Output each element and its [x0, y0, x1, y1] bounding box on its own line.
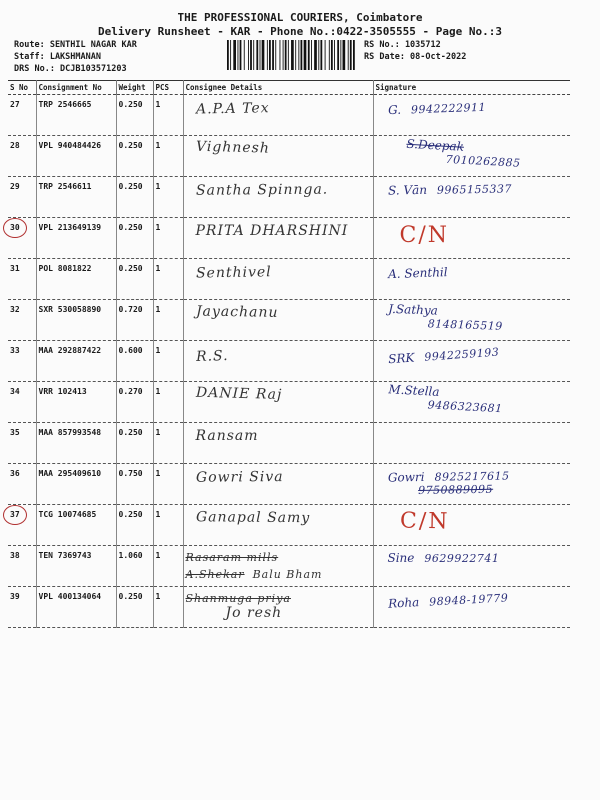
pcs-cell: 1 [153, 546, 183, 587]
table-row [8, 341, 570, 382]
drs-number: DRS No.: DCJB103571203 [14, 64, 127, 74]
sno-cell: 36 [8, 464, 36, 505]
signature-phone: 9486323681 [426, 398, 503, 416]
pcs-cell: 1 [153, 341, 183, 382]
weight-cell: 0.250 [116, 259, 153, 300]
pcs-cell: 1 [153, 423, 183, 464]
consignee-name: PRITA DHARSHINI [195, 223, 349, 239]
signature-cell [373, 300, 570, 341]
signature-text: C/N [399, 508, 450, 535]
signature-phone: 9629922741 [424, 552, 500, 565]
sno-cell: 35 [8, 423, 36, 464]
runsheet-table [8, 80, 570, 628]
consignee-name: Santha Spinnga. [195, 181, 328, 199]
consignee-name: DANIE Raj [195, 384, 283, 403]
sno-cell: 33 [8, 341, 36, 382]
weight-cell: 0.250 [116, 177, 153, 218]
signature [388, 551, 569, 565]
signature-text: S. Vān [387, 182, 427, 198]
struck-consignee-text: Shanmuga priya [185, 592, 291, 605]
pcs-cell: 1 [153, 259, 183, 300]
sno-cell: 28 [8, 136, 36, 177]
consignee-name-text: Balu Bham [252, 568, 323, 581]
signature-phone: 98948-19779 [428, 591, 509, 609]
signature [387, 97, 568, 117]
sno-cell: 31 [8, 259, 36, 300]
runsheet-subtitle: Delivery Runsheet - KAR - Phone No.:0422-3505555 - Page No.:3 [98, 25, 502, 38]
pcs-cell: 1 [153, 218, 183, 259]
consignee-name: Jayachanu [195, 303, 279, 321]
consignment-cell: SXR 530058890 [36, 300, 116, 341]
signature-phone: 9965155337 [436, 182, 512, 197]
table-row [8, 546, 570, 587]
weight-cell: 0.250 [116, 136, 153, 177]
consignment-cell: TRP 2546611 [36, 177, 116, 218]
sno-cell: 27 [8, 95, 36, 136]
table-row [8, 95, 570, 136]
consignee-cell [183, 464, 373, 505]
consignee-name: Jo resh [225, 605, 283, 621]
signature [387, 467, 568, 497]
staff-label: Staff: LAKSHMANAN [14, 52, 101, 62]
consignment-cell: MAA 295409610 [36, 464, 116, 505]
signature-text: SRK [387, 350, 415, 367]
consignee-cell [183, 136, 373, 177]
signature-phone: 9942259193 [423, 345, 500, 364]
consignee-cell [183, 341, 373, 382]
consignment-cell: MAA 857993548 [36, 423, 116, 464]
signature-cell [373, 341, 570, 382]
consignment-cell: TEN 7369743 [36, 546, 116, 587]
col-weight: Weight [116, 81, 153, 95]
signature-text: S.Deepak [405, 136, 464, 154]
weight-cell: 0.600 [116, 341, 153, 382]
signature-cell [373, 177, 570, 218]
col-consignee: Consignee Details [183, 81, 373, 95]
signature [387, 261, 568, 281]
signature-text: M.Stella [387, 382, 440, 399]
struck-consignee-text: Rasaram mills [185, 551, 279, 564]
table-header-row [8, 81, 570, 95]
signature-text: C/N [399, 223, 449, 248]
route-label: Route: SENTHIL NAGAR KAR [14, 40, 137, 50]
signature-cell [373, 464, 570, 505]
table-row [8, 587, 570, 628]
pcs-cell: 1 [153, 464, 183, 505]
signature [400, 223, 569, 248]
signature [387, 587, 568, 610]
table-row [8, 300, 570, 341]
consignee-name: Ganapal Samy [195, 509, 310, 527]
circle-mark [3, 505, 27, 525]
signature-cell [373, 546, 570, 587]
sno-cell: 34 [8, 382, 36, 423]
circle-mark [3, 218, 27, 238]
consignee-name: A.P.A Tex [195, 100, 270, 118]
col-sno: S No [8, 81, 36, 95]
weight-cell: 0.750 [116, 464, 153, 505]
pcs-cell: 1 [153, 587, 183, 628]
signature-text: J.Sathya [387, 301, 438, 318]
consignee-cell [183, 546, 373, 587]
signature-cell [373, 218, 570, 259]
signature-text: Gowri [387, 469, 425, 485]
consignee-cell [183, 177, 373, 218]
struck-consignee-text: A.Shekar [185, 568, 245, 581]
pcs-cell: 1 [153, 300, 183, 341]
rs-number: RS No.: 1035712 [364, 40, 441, 50]
table-row [8, 259, 570, 300]
signature-cell [373, 95, 570, 136]
sno-cell: 32 [8, 300, 36, 341]
signature [405, 137, 569, 172]
signature [387, 382, 569, 418]
consignee-cell [183, 505, 373, 546]
signature-text: Sine [387, 551, 415, 565]
pcs-cell: 1 [153, 136, 183, 177]
consignee-cell [183, 423, 373, 464]
consignee-cell [183, 95, 373, 136]
signature-cell [373, 505, 570, 546]
sno-cell: 30 [8, 218, 36, 259]
signature [387, 180, 568, 197]
signature-cell [373, 382, 570, 423]
signature [399, 509, 568, 537]
signature [387, 302, 568, 335]
table-row [8, 177, 570, 218]
signature-phone: 8925217615 [433, 469, 510, 484]
weight-cell: 0.250 [116, 218, 153, 259]
consignee-cell [183, 300, 373, 341]
weight-cell: 0.250 [116, 505, 153, 546]
pcs-cell: 1 [153, 177, 183, 218]
weight-cell: 0.270 [116, 382, 153, 423]
consignment-cell: TRP 2546665 [36, 95, 116, 136]
consignee-cell [183, 218, 373, 259]
weight-cell: 0.250 [116, 423, 153, 464]
consignment-cell: MAA 292887422 [36, 341, 116, 382]
weight-cell: 0.250 [116, 587, 153, 628]
sno-cell: 37 [8, 505, 36, 546]
pcs-cell: 1 [153, 382, 183, 423]
rs-date: RS Date: 08-Oct-2022 [364, 52, 467, 62]
consignee-cell [183, 587, 373, 628]
table-row [8, 423, 570, 464]
signature-phone: 9942222911 [410, 100, 486, 117]
signature [387, 340, 568, 367]
signature-cell [373, 259, 570, 300]
consignee-name: Senthivel [195, 264, 272, 282]
signature-cell [373, 587, 570, 628]
col-signature: Signature [373, 81, 570, 95]
sno-cell: 29 [8, 177, 36, 218]
consignee-name: Vighnesh [195, 138, 270, 157]
sno-cell: 39 [8, 587, 36, 628]
col-consignment: Consignment No [36, 81, 116, 95]
signature-text: A. Senthil [387, 265, 448, 282]
col-pcs: PCS [153, 81, 183, 95]
signature-text: Roha [387, 595, 420, 611]
table-row [8, 505, 570, 546]
consignment-cell: VPL 400134064 [36, 587, 116, 628]
consignee-name: R.S. [195, 347, 229, 366]
table-row [8, 136, 570, 177]
signature-phone: 8148165519 [427, 317, 503, 333]
consignee-cell [183, 382, 373, 423]
consignment-cell: VPL 213649139 [36, 218, 116, 259]
consignment-cell: POL 8081822 [36, 259, 116, 300]
consignee-name: Ransam [195, 428, 259, 444]
consignment-cell: VPL 940484426 [36, 136, 116, 177]
signature-phone: 7010262885 [444, 152, 521, 170]
weight-cell: 0.720 [116, 300, 153, 341]
signature-cell [373, 423, 570, 464]
consignment-cell: TCG 10074685 [36, 505, 116, 546]
pcs-cell: 1 [153, 505, 183, 546]
barcode-image [227, 40, 355, 70]
pcs-cell: 1 [153, 95, 183, 136]
signature-cell [373, 136, 570, 177]
consignee-name [186, 568, 371, 581]
table-row [8, 382, 570, 423]
weight-cell: 1.060 [116, 546, 153, 587]
table-row [8, 218, 570, 259]
consignment-cell: VRR 102413 [36, 382, 116, 423]
struck-phone: 9750889095 [417, 482, 493, 498]
consignee-name: Gowri Siva [195, 468, 284, 486]
table-row [8, 464, 570, 505]
weight-cell: 0.250 [116, 95, 153, 136]
consignee-cell [183, 259, 373, 300]
signature-text: G. [387, 102, 401, 118]
document-title: THE PROFESSIONAL COURIERS, Coimbatore [177, 11, 423, 24]
sno-cell: 38 [8, 546, 36, 587]
